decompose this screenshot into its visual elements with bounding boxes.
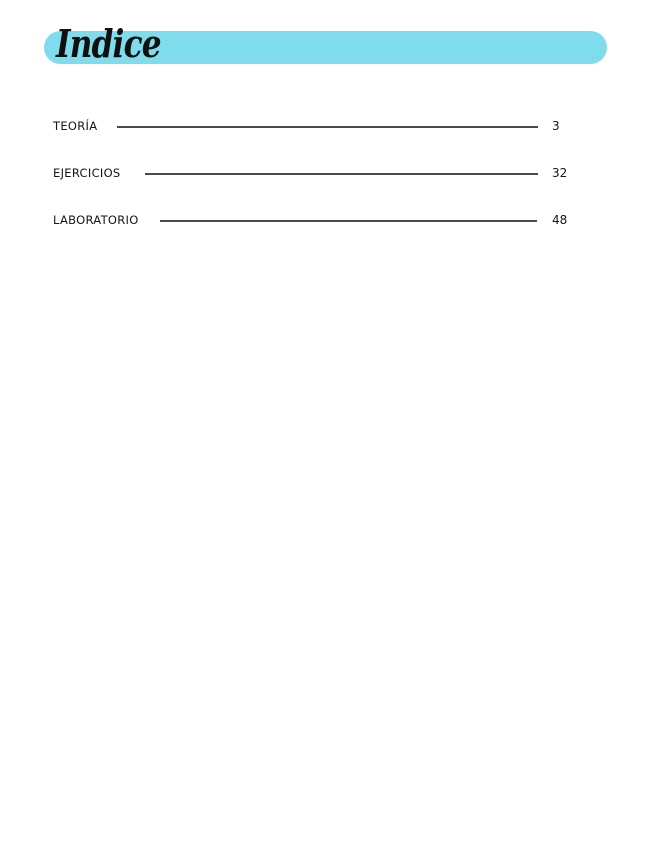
toc-leader-line <box>160 220 537 222</box>
toc-entry-label: LABORATORIO <box>53 213 139 227</box>
table-of-contents <box>0 0 656 300</box>
toc-entry-ejercicios[interactable] <box>0 164 656 188</box>
toc-leader-line <box>117 126 538 128</box>
toc-entry-laboratorio[interactable] <box>0 211 656 235</box>
toc-entry-page: 48 <box>552 213 568 227</box>
toc-entry-label: EJERCICIOS <box>53 166 121 180</box>
page-title: Indice <box>56 21 161 66</box>
toc-entry-page: 32 <box>552 166 568 180</box>
toc-entry-label: TEORÍA <box>53 119 98 133</box>
toc-entry-teoria[interactable] <box>0 117 656 141</box>
toc-entry-page: 3 <box>552 119 560 133</box>
toc-leader-line <box>145 173 538 175</box>
